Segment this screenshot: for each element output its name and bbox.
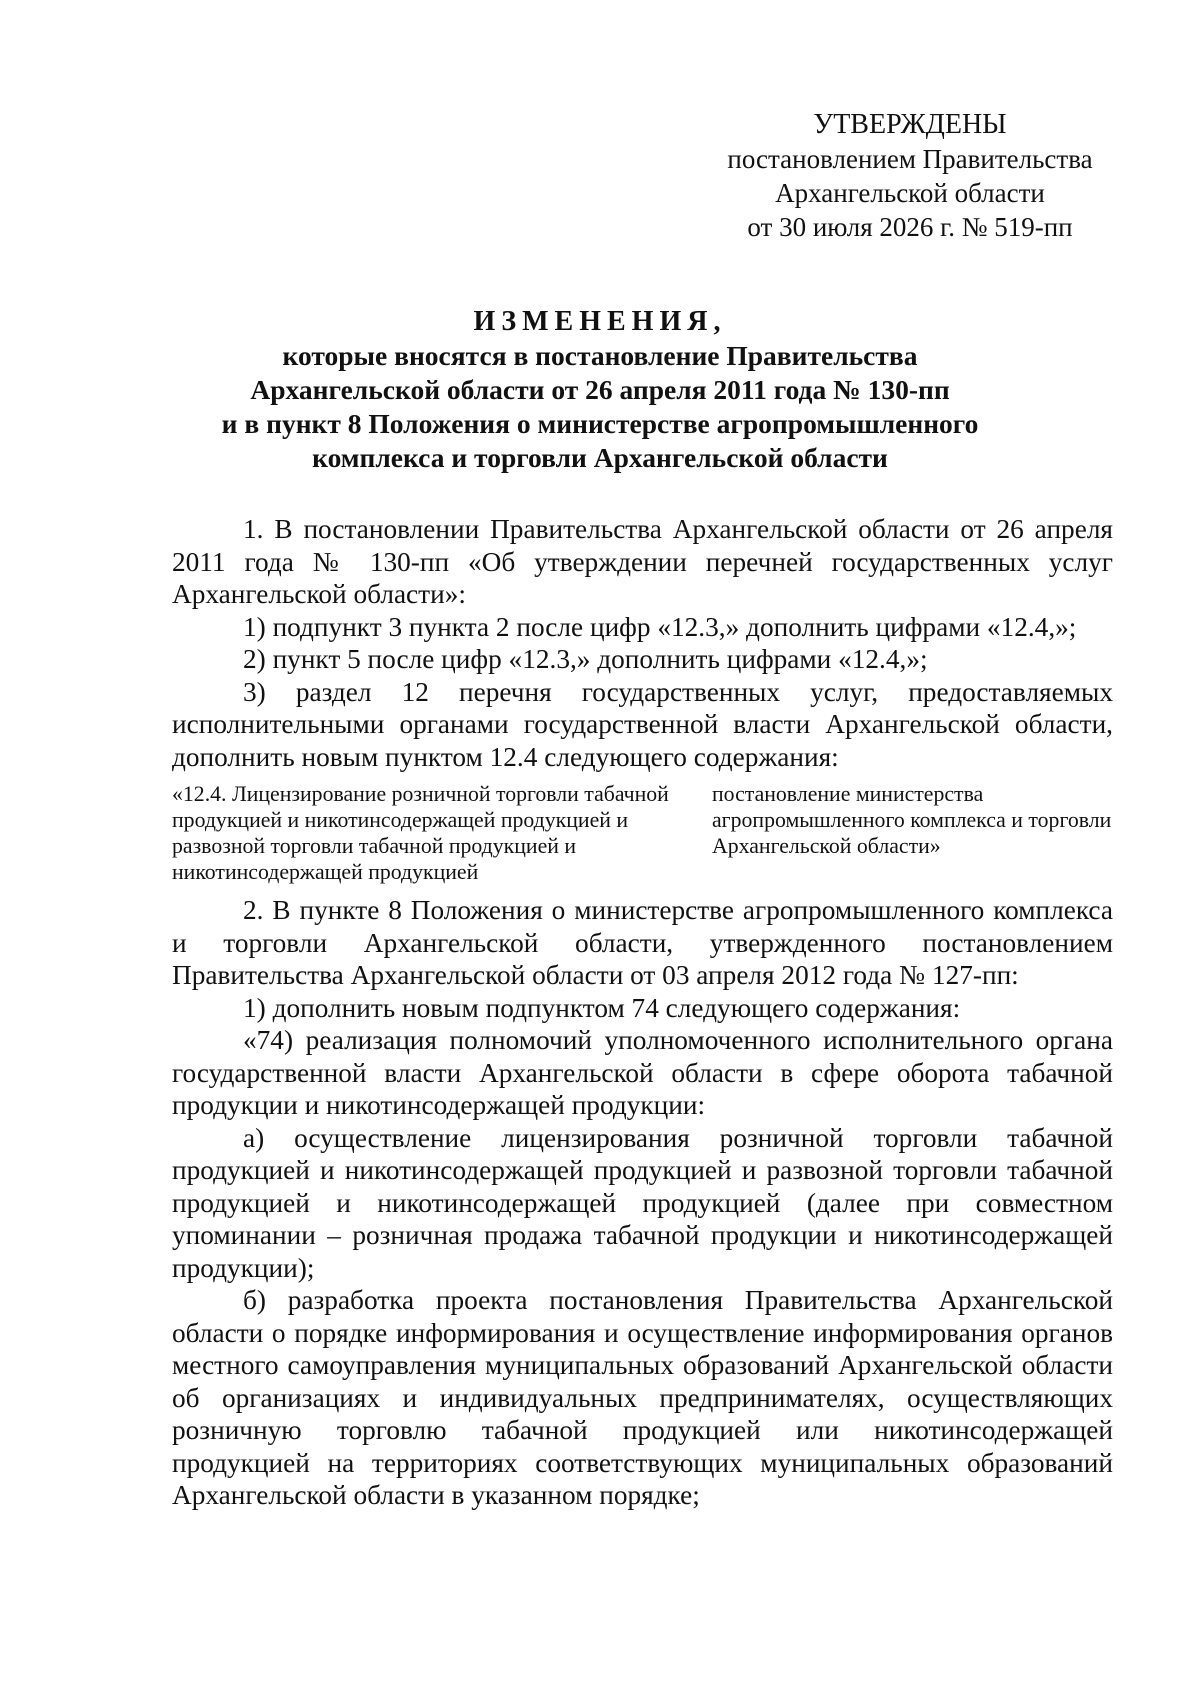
approval-line: постановлением Правительства xyxy=(727,144,1093,174)
approval-block xyxy=(690,108,1130,244)
title-line: Архангельской области от 26 апреля 2011 года № 130-пп xyxy=(250,374,950,405)
service-table-row xyxy=(172,781,1113,886)
approval-heading: УТВЕРЖДЕНЫ xyxy=(813,109,1007,140)
section-1-item-1: 1) подпункт 3 пункта 2 после цифр «12.3,» дополнить цифрами «12.4,»; xyxy=(243,611,1077,642)
approval-line: Архангельской области xyxy=(775,178,1045,208)
subitem-a: а) осуществление лицензирования розничной торговли табачной продукцией и никотинсодержащей продукцией и развозной торговли табачной продукцией и никотинсодержащей продукцией (далее при совместном упоминании – розничная продажа табачной продукции и никотинсодержащей продукции); xyxy=(172,1122,1113,1283)
service-table-name-cell: «12.4. Лицензирование розничной торговли табачной продукцией и никотинсодержащей продукцией и развозной торговли табачной продукцией и никотинсодержащей продукцией xyxy=(172,782,669,884)
section-1-item-2: 2) пункт 5 после цифр «12.3,» дополнить цифрами «12.4,»; xyxy=(243,644,928,674)
subitem-74: «74) реализация полномочий уполномоченного исполнительного органа государственной власти Архангельской области в сфере оборота табачной продукции и никотинсодержащей продукции: xyxy=(172,1025,1113,1120)
document-title xyxy=(172,305,1028,475)
section-2-intro: 2. В пункте 8 Положения о министерстве агропромышленного комплекса и торговли Архангельской области, утвержденного постановлением Правительства Архангельской области от 03 апреля 2012 года № 127-пп: xyxy=(172,895,1113,990)
service-table-act-cell: постановление министерства агропромышленного комплекса и торговли Архангельской области» xyxy=(712,782,1112,858)
section-1-item-3: 3) раздел 12 перечня государственных услуг, предоставляемых исполнительными органами государственной власти Архангельской области, дополнить новым пунктом 12.4 следующего содержания: xyxy=(172,676,1113,772)
title-line: которые вносятся в постановление Правительства xyxy=(282,340,918,371)
document-body xyxy=(172,513,1113,1512)
section-2-item-1: 1) дополнить новым подпунктом 74 следующего содержания: xyxy=(243,992,961,1023)
subitem-b: б) разработка проекта постановления Правительства Архангельской области о порядке информирования и осуществление информирования органов местного самоуправления муниципальных образований Архангельской области об организациях и индивидуальных предпринимателях, осуществляющих розничную торговлю табачной продукцией или никотинсодержащей продукцией на территориях соответствующих муниципальных образований Архангельской области в указанном порядке; xyxy=(172,1285,1113,1510)
approval-date-number: от 30 июля 2026 г. № 519-пп xyxy=(747,212,1073,242)
section-1-intro: 1. В постановлении Правительства Архангельской области от 26 апреля 2011 года № 130-пп «Об утверждении перечней государственных услуг Архангельской области»: xyxy=(172,514,1113,609)
title-line: комплекса и торговли Архангельской области xyxy=(312,442,888,473)
title-heading: ИЗМЕНЕНИЯ, xyxy=(473,306,727,337)
title-line: и в пункт 8 Положения о министерстве агропромышленного xyxy=(221,408,979,439)
